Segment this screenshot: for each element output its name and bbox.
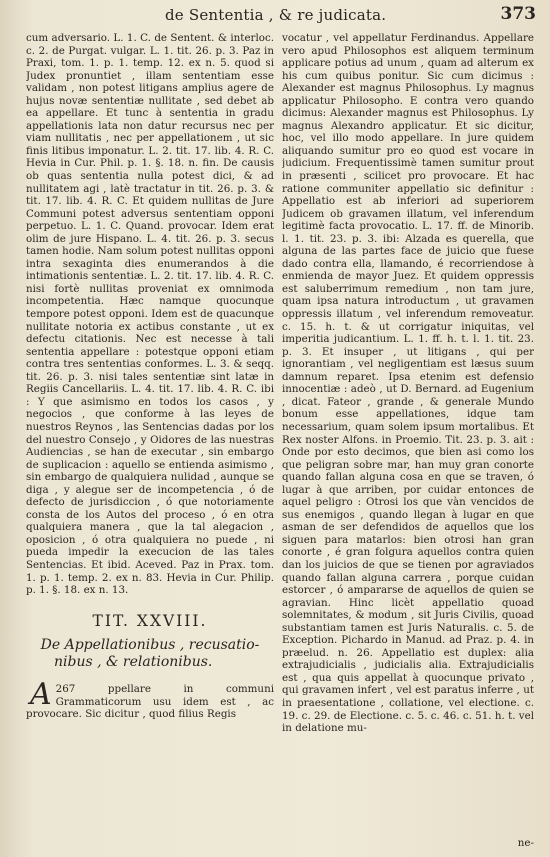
paragraph-267-text: ppellare in communi Grammaticorum usu idem est , ac provocare. Sic dicitur , quod filius Regis	[26, 683, 274, 721]
title-heading: TIT. XXVIII.	[92, 611, 208, 630]
left-column	[26, 32, 274, 721]
catchword: ne-	[517, 837, 534, 849]
right-paragraph: vocatur , vel appellatur Ferdinandus. Appellare vero apud Philosophos est aliquem terminum applicare potius ad unum , quam ad alterum ex his cum quibus ponitur. Sic cum dicimus : Alexander est magnus Philosophus. Ly magnus applicatur Philosopho. E contra vero quando dicimus: Alexander magnus est Philosophus. Ly magnus Alexandro applicatur. Et sic dicitur, hoc, vel illo modo appellare. In jure quidem aliquando sumitur pro eo quod est vocare in judicium. Frequentissimè tamen sumitur prout in præsenti , scilicet pro provocare. Et hac ratione communiter appellatio sic definitur : Appellatio est ab inferiori ad superiorem Judicem ob gravamen illatum, vel inferendum legitimè facta provocatio. L. 17. ff. de Minorib. l. 1. tit. 23. p. 3. ibi: Alzada es querella, que alguna de las partes face de juicio que fuese dado contra ella, llamando, é recorriendose à enmienda de mayor Juez. Et quidem oppressis est saluberrimum remedium , non tam jure, quam ipsa natura introductum , ut gravamen oppressis illatum , vel inferendum removeatur. c. 15. h. t. & ut corrigatur iniquitas, vel imperitia judicantium. L. 1. ff. h. t. l. 1. tit. 23. p. 3. Et insuper , ut litigans , qui per ignorantiam , vel negligentiam est læsus suum damnum reparet. Ipsa etenim est defensio innocentiæ : adeò , ut D. Bernard. ad Eugenium , dicat. Fateor , grande , & generale Mundo bonum esse appellationes, idque tam necessarium, quam solem ipsum mortalibus. Et Rex noster Alfons. in Proemio. Tit. 23. p. 3. ait : Onde por esto decimos, que bien asi como los que peligran sobre mar, han muy gran conorte quando fallan alguna cosa en que se traven, ó lugar à que arriben, por cuidar entonces de aquel peligro : Otrosi los que vàn vencidos de sus enemigos , quando llegan à lugar en que asman de ser defendidos de aquellos que los siguen para matarlos: bien otrosi han gran conorte , é gran folgura aquellos contra quien dan los juicios de que se tienen por agraviados quando fallan alguna carrera , porque cuidan estorcer , ó ampararse de aquellos de quien se agravian. Hinc licèt appellatio quoad solemnitates, & modum , sit Juris Civilis, quoad substantiam tamen est Juris Naturalis. c. 5. de Exception. Pichardo in Manud. ad Praz. p. 4. in præelud. n. 26. Appellatio est duplex: alia extrajudicialis , judicialis alia. Extrajudicialis est , qua quis appellat à quocunque privato , qui gravamen infert , vel est paratus inferre , ut in praesentatione , collatione, vel electione. c. 19. c. 29. de Electione. c. 5. c. 46. c. 51. h. t. vel in delatione mu-	[282, 32, 534, 735]
left-paragraph: cum adversario. L. 1. C. de Sentent. & interloc. c. 2. de Purgat. vulgar. L. 1. tit. 26. p. 3. Paz in Praxi, tom. 1. p. 1. temp. 12. ex n. 5. quod si Judex pronuntiet , illam sententiam esse validam , non potest litigans amplius agere de hujus novæ sententiæ nullitate , sed debet ab ea appellare. Et tunc à sententia in gradu appellationis lata non datur recursus nec per viam nullitatis , nec per appellationem , ut sic finis litibus imponatur. L. 2. tit. 17. lib. 4. R. C. Hevia in Cur. Phil. p. 1. §. 18. n. fin. De causis ob quas sententia nulla potest dici, & ad nullitatem agi , latè tractatur in tit. 26. p. 3. & tit. 17. lib. 4. R. C. Et quidem nullitas de Jure Communi potest adversus sententiam opponi perpetuo. L. 1. C. Quand. provocar. Idem erat olim de jure Hispano. L. 4. tit. 26. p. 3. secus tamen hodie. Nam solum potest nullitas opponi intra sexaginta dies enumerandos à die intimationis sententiæ. L. 2. tit. 17. lib. 4. R. C. nisi fortè nullitas proveniat ex omnimoda incompetentia. Hæc namque quocunque tempore potest opponi. Idem est de quacunque nullitate notoria ex actibus constante , ut ex defectu citationis. Nec est necesse à tali sententia appellare : potestque opponi etiam contra tres sententias conformes. L. 3. & seqq. tit. 26. p. 3. nisi tales sententiæ sint latæ in Regiis Cancellariis. L. 4. tit. 17. lib. 4. R. C. ibi : Y que asimismo en todos los casos , y negocios , que conforme à las leyes de nuestros Reynos , las Sentencias dadas por los del nuestro Consejo , y Oidores de las nuestras Audiencias , se han de executar , sin embargo de suplicacion : aquello se entienda asimismo , sin embargo de qualquiera nulidad , aunque se diga , y alegue ser de incompetencia , ó de defecto de jurisdiccion , ó que notoriamente consta de los Autos del proceso , ó en otra qualquiera manera , que la tal alegacion , oposicion , ó otra qualquiera no puede , ni pueda impedir la execucion de las tales Sentencias. Et ibid. Aceved. Paz in Prax. tom. 1. p. 1. temp. 2. ex n. 83. Hevia in Cur. Philip. p. 1. §. 18. ex n. 13.	[26, 32, 274, 597]
title-subheading	[26, 637, 274, 671]
running-title: de Sententia , & re judicata.	[165, 6, 387, 24]
right-column	[282, 32, 534, 735]
running-head	[0, 4, 550, 28]
paragraph-267	[26, 677, 274, 721]
page-number: 373	[500, 4, 536, 24]
paragraph-number: 267	[55, 683, 76, 696]
drop-cap: A	[30, 677, 52, 713]
subtitle-line-2: nibus , & relationibus.	[54, 654, 213, 671]
subtitle-line-1: De Appellationibus , recusatio-	[40, 637, 260, 654]
